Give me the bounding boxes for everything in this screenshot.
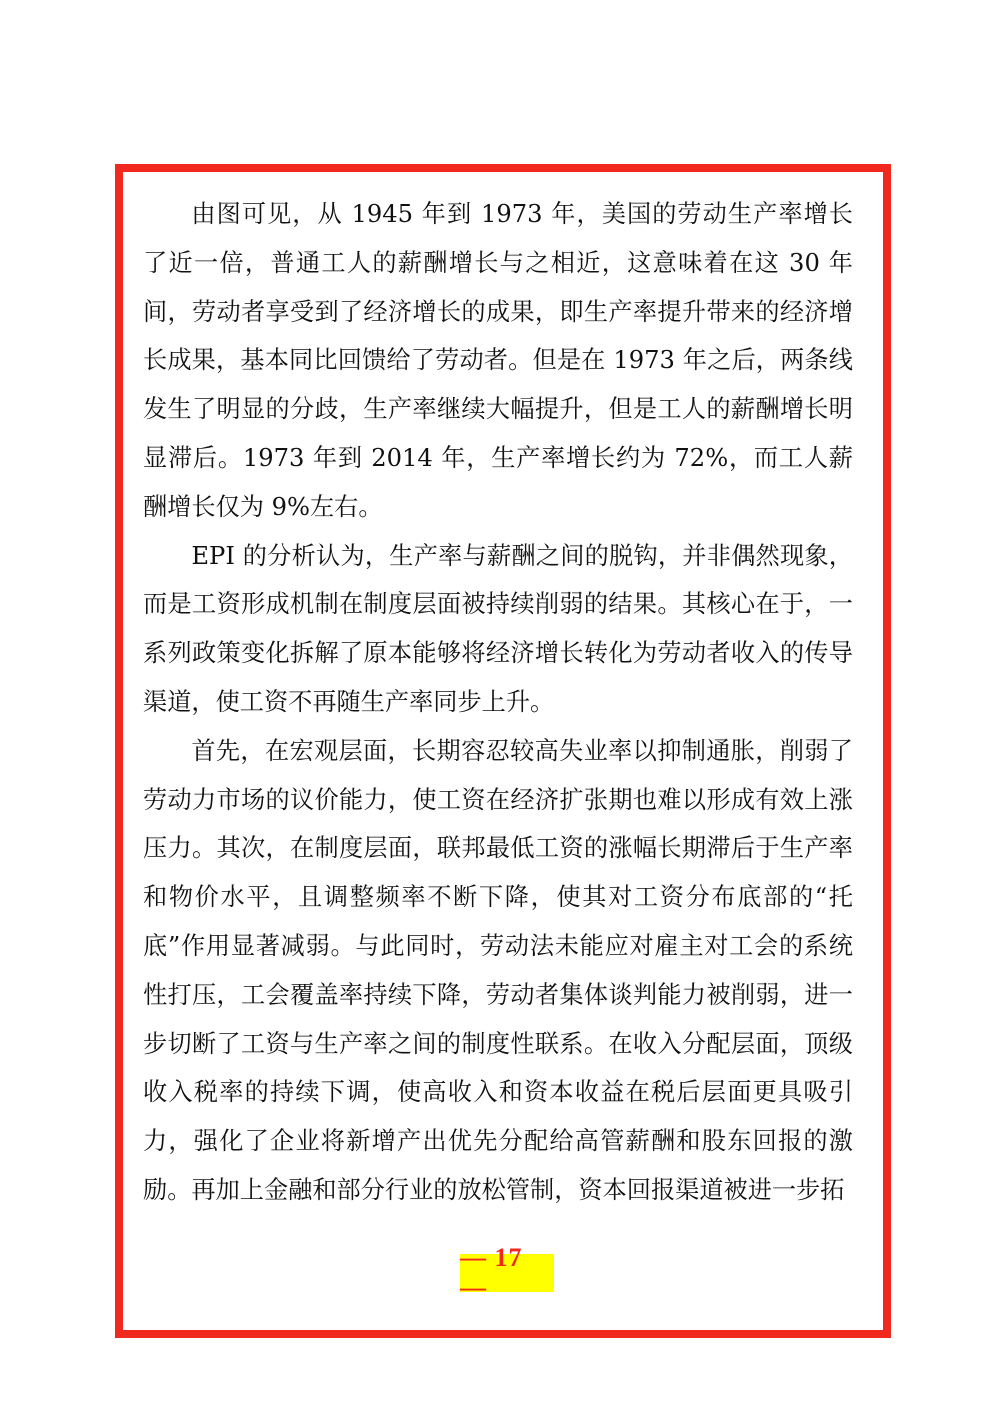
page-border-frame xyxy=(115,164,891,1338)
page-number-badge xyxy=(460,1243,554,1302)
page-number: — 17 — xyxy=(460,1243,523,1302)
paragraph-productivity-wages: 由图可见，从 1945 年到 1973 年，美国的劳动生产率增长了近一倍，普通工人的薪酬增长与之相近，这意味着在这 30 年间，劳动者享受到了经济增长的成果，即生产率提升带来的经济增长成果，基本同比回馈给了劳动者。但是在 1973 年之后，两条线发生了明显的分歧，生产率继续大幅提升，但是工人的薪酬增长明显滞后。1973 年到 2014 年，生产率增长约为 72%，而工人薪酬增长仅为 9%左右。 xyxy=(143,200,853,521)
paragraph-epi-analysis: EPI 的分析认为，生产率与薪酬之间的脱钩，并非偶然现象，而是工资形成机制在制度层面被持续削弱的结果。其核心在于，一系列政策变化拆解了原本能够将经济增长转化为劳动者收入的传导渠道，使工资不再随生产率同步上升。 xyxy=(143,541,853,716)
document-body xyxy=(143,190,853,1215)
paragraph-policy-causes: 首先，在宏观层面，长期容忍较高失业率以抑制通胀，削弱了劳动力市场的议价能力，使工资在经济扩张期也难以形成有效上涨压力。其次，在制度层面，联邦最低工资的涨幅长期滞后于生产率和物价水平，且调整频率不断下降，使其对工资分布底部的“托底”作用显著减弱。与此同时，劳动法未能应对雇主对工会的系统性打压，工会覆盖率持续下降，劳动者集体谈判能力被削弱，进一步切断了工资与生产率之间的制度性联系。在收入分配层面，顶级收入税率的持续下调，使高收入和资本收益在税后层面更具吸引力，强化了企业将新增产出优先分配给高管薪酬和股东回报的激励。再加上金融和部分行业的放松管制，资本回报渠道被进一步拓 xyxy=(143,736,853,1204)
